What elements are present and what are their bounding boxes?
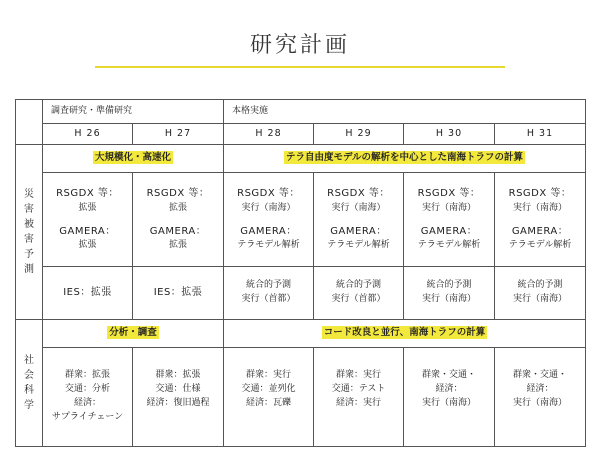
disaster-cell-h31: RSGDX 等： 実行（南海） GAMERA： テラモデル解析: [495, 173, 586, 266]
disaster-cell-h27: RSGDX 等： 拡張 GAMERA： 拡張: [133, 173, 224, 266]
social-cell-h29: 群衆：実行 交通：テスト 経済：実行: [314, 348, 404, 447]
row-label-social: [16, 320, 43, 447]
page-title: 研究計画: [249, 33, 350, 58]
corner-cell: [16, 100, 43, 145]
phase-main-header: 本格実施: [224, 100, 586, 124]
disaster-cell-h30: RSGDX 等： 実行（南海） GAMERA： テラモデル解析: [404, 173, 495, 266]
row-label-social-text: 社会科学: [24, 354, 34, 411]
integrated-cell-h29: 統合的予測 実行（首都）: [314, 266, 404, 319]
ies-cell-h27: IES：拡張: [133, 266, 224, 319]
row-label-disaster-text: 災害被害予測: [24, 188, 34, 275]
integrated-cell-h31: 統合的予測 実行（南海）: [495, 266, 586, 319]
social-cell-h30: 群衆・交通・ 経済： 実行（南海）: [404, 348, 495, 447]
social-cell-h27: 群衆：拡張 交通：仕様 経済：復旧過程: [133, 348, 224, 447]
phase-prep-header: 調査研究・準備研究: [43, 100, 224, 124]
social-main-banner-cell: [224, 320, 586, 348]
social-cell-h26: 群衆：拡張 交通：分析 経済： サプライチェーン: [43, 348, 133, 447]
social-cell-h31: 群衆・交通・ 経済： 実行（南海）: [495, 348, 586, 447]
research-plan-table: [15, 99, 586, 447]
integrated-cell-h30: 統合的予測 実行（南海）: [404, 266, 495, 319]
disaster-cell-h26: RSGDX 等： 拡張 GAMERA： 拡張: [43, 173, 133, 266]
row-label-disaster: [16, 145, 43, 320]
social-prep-banner-cell: [43, 320, 224, 348]
disaster-prep-banner-cell: [43, 145, 224, 173]
disaster-cell-h29: RSGDX 等： 実行（南海） GAMERA： テラモデル解析: [314, 173, 404, 266]
title-underline: [95, 66, 505, 68]
disaster-prep-banner: 大規模化・高速化: [95, 152, 172, 164]
year-header: H 29: [314, 124, 404, 145]
disaster-cell-h28: RSGDX 等： 実行（南海） GAMERA： テラモデル解析: [224, 173, 314, 266]
social-prep-banner: 分析・調査: [109, 327, 157, 339]
year-header: H 31: [495, 124, 586, 145]
integrated-cell-h28: 統合的予測 実行（首都）: [224, 266, 314, 319]
disaster-main-banner-cell: [224, 145, 586, 173]
year-header: H 28: [224, 124, 314, 145]
disaster-main-banner: テラ自由度モデルの解析を中心とした南海トラフの計算: [286, 152, 524, 164]
ies-cell-h26: IES：拡張: [43, 266, 133, 319]
social-cell-h28: 群衆：実行 交通：並列化 経済：瓦礫: [224, 348, 314, 447]
social-main-banner: コード改良と並行、南海トラフの計算: [323, 327, 486, 339]
year-header: H 30: [404, 124, 495, 145]
year-header: H 27: [133, 124, 224, 145]
year-header: H 26: [43, 124, 133, 145]
